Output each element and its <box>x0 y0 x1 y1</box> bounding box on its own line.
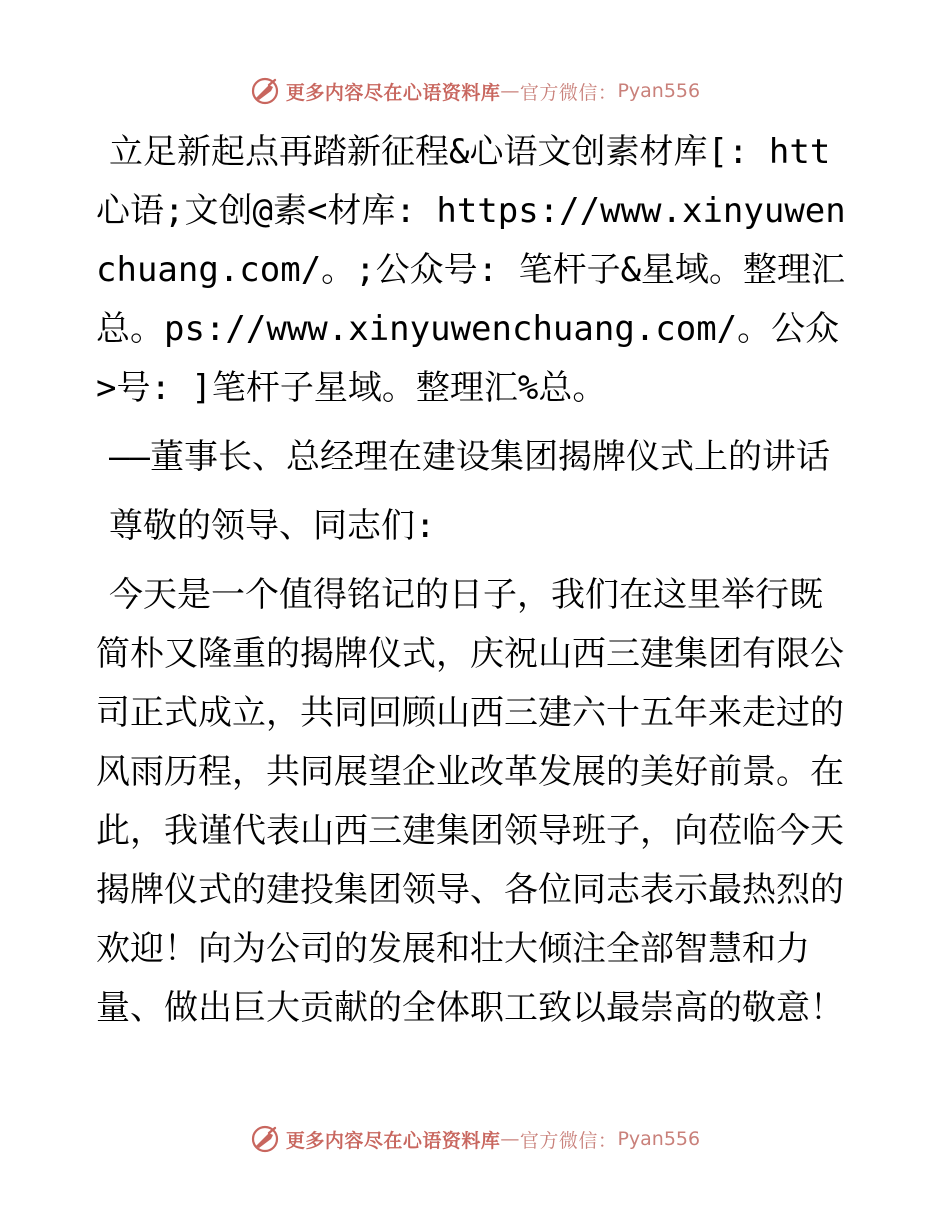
watermark-wechat-id: Pyan556 <box>617 1128 701 1150</box>
watermark-separator: — <box>500 1128 520 1150</box>
document-body <box>96 123 854 1038</box>
watermark-wechat-label: 官方微信： <box>519 81 618 104</box>
header-watermark <box>0 71 950 111</box>
speech-subtitle: ——董事长、总经理在建设集团揭牌仪式上的讲话 <box>109 437 830 477</box>
watermark-separator: — <box>500 80 520 102</box>
body-paragraph: 今天是一个值得铭记的日子，我们在这里举行既简朴又隆重的揭牌仪式，庆祝山西三建集团有限公司正式成立，共同回顾山西三建六十五年来走过的风雨历程，共同展望企业改革发展的美好前景。在此，我谨代表山西三建集团领导班子，向莅临今天揭牌仪式的建投集团领导、各位同志表示最热烈的欢迎！向为公司的发展和壮大倾注全部智慧和力量、做出巨大贡献的全体职工致以最崇高的敬意！ <box>96 575 844 1028</box>
watermark-brand-text: 更多内容尽在心语资料库 <box>285 1129 501 1152</box>
footer-watermark <box>0 1119 950 1159</box>
watermark-wechat-id: Pyan556 <box>617 80 701 102</box>
pen-nib-logo-icon <box>250 76 280 106</box>
watermark-wechat-label: 官方微信： <box>519 1129 618 1152</box>
intro-paragraph: 立足新起点再踏新征程&心语文创素材库[: htt心语;文创@素<材库: https://www.xinyuwenchuang.com/。;公众号: 笔杆子&星域。整理汇总。ps://www.xinyuwenchuang.com/。公众>号: ]笔杆子星域。整理汇%总。 <box>96 132 846 408</box>
salutation: 尊敬的领导、同志们: <box>109 506 436 546</box>
pen-nib-logo-icon <box>250 1124 280 1154</box>
watermark-brand-text: 更多内容尽在心语资料库 <box>285 81 501 104</box>
